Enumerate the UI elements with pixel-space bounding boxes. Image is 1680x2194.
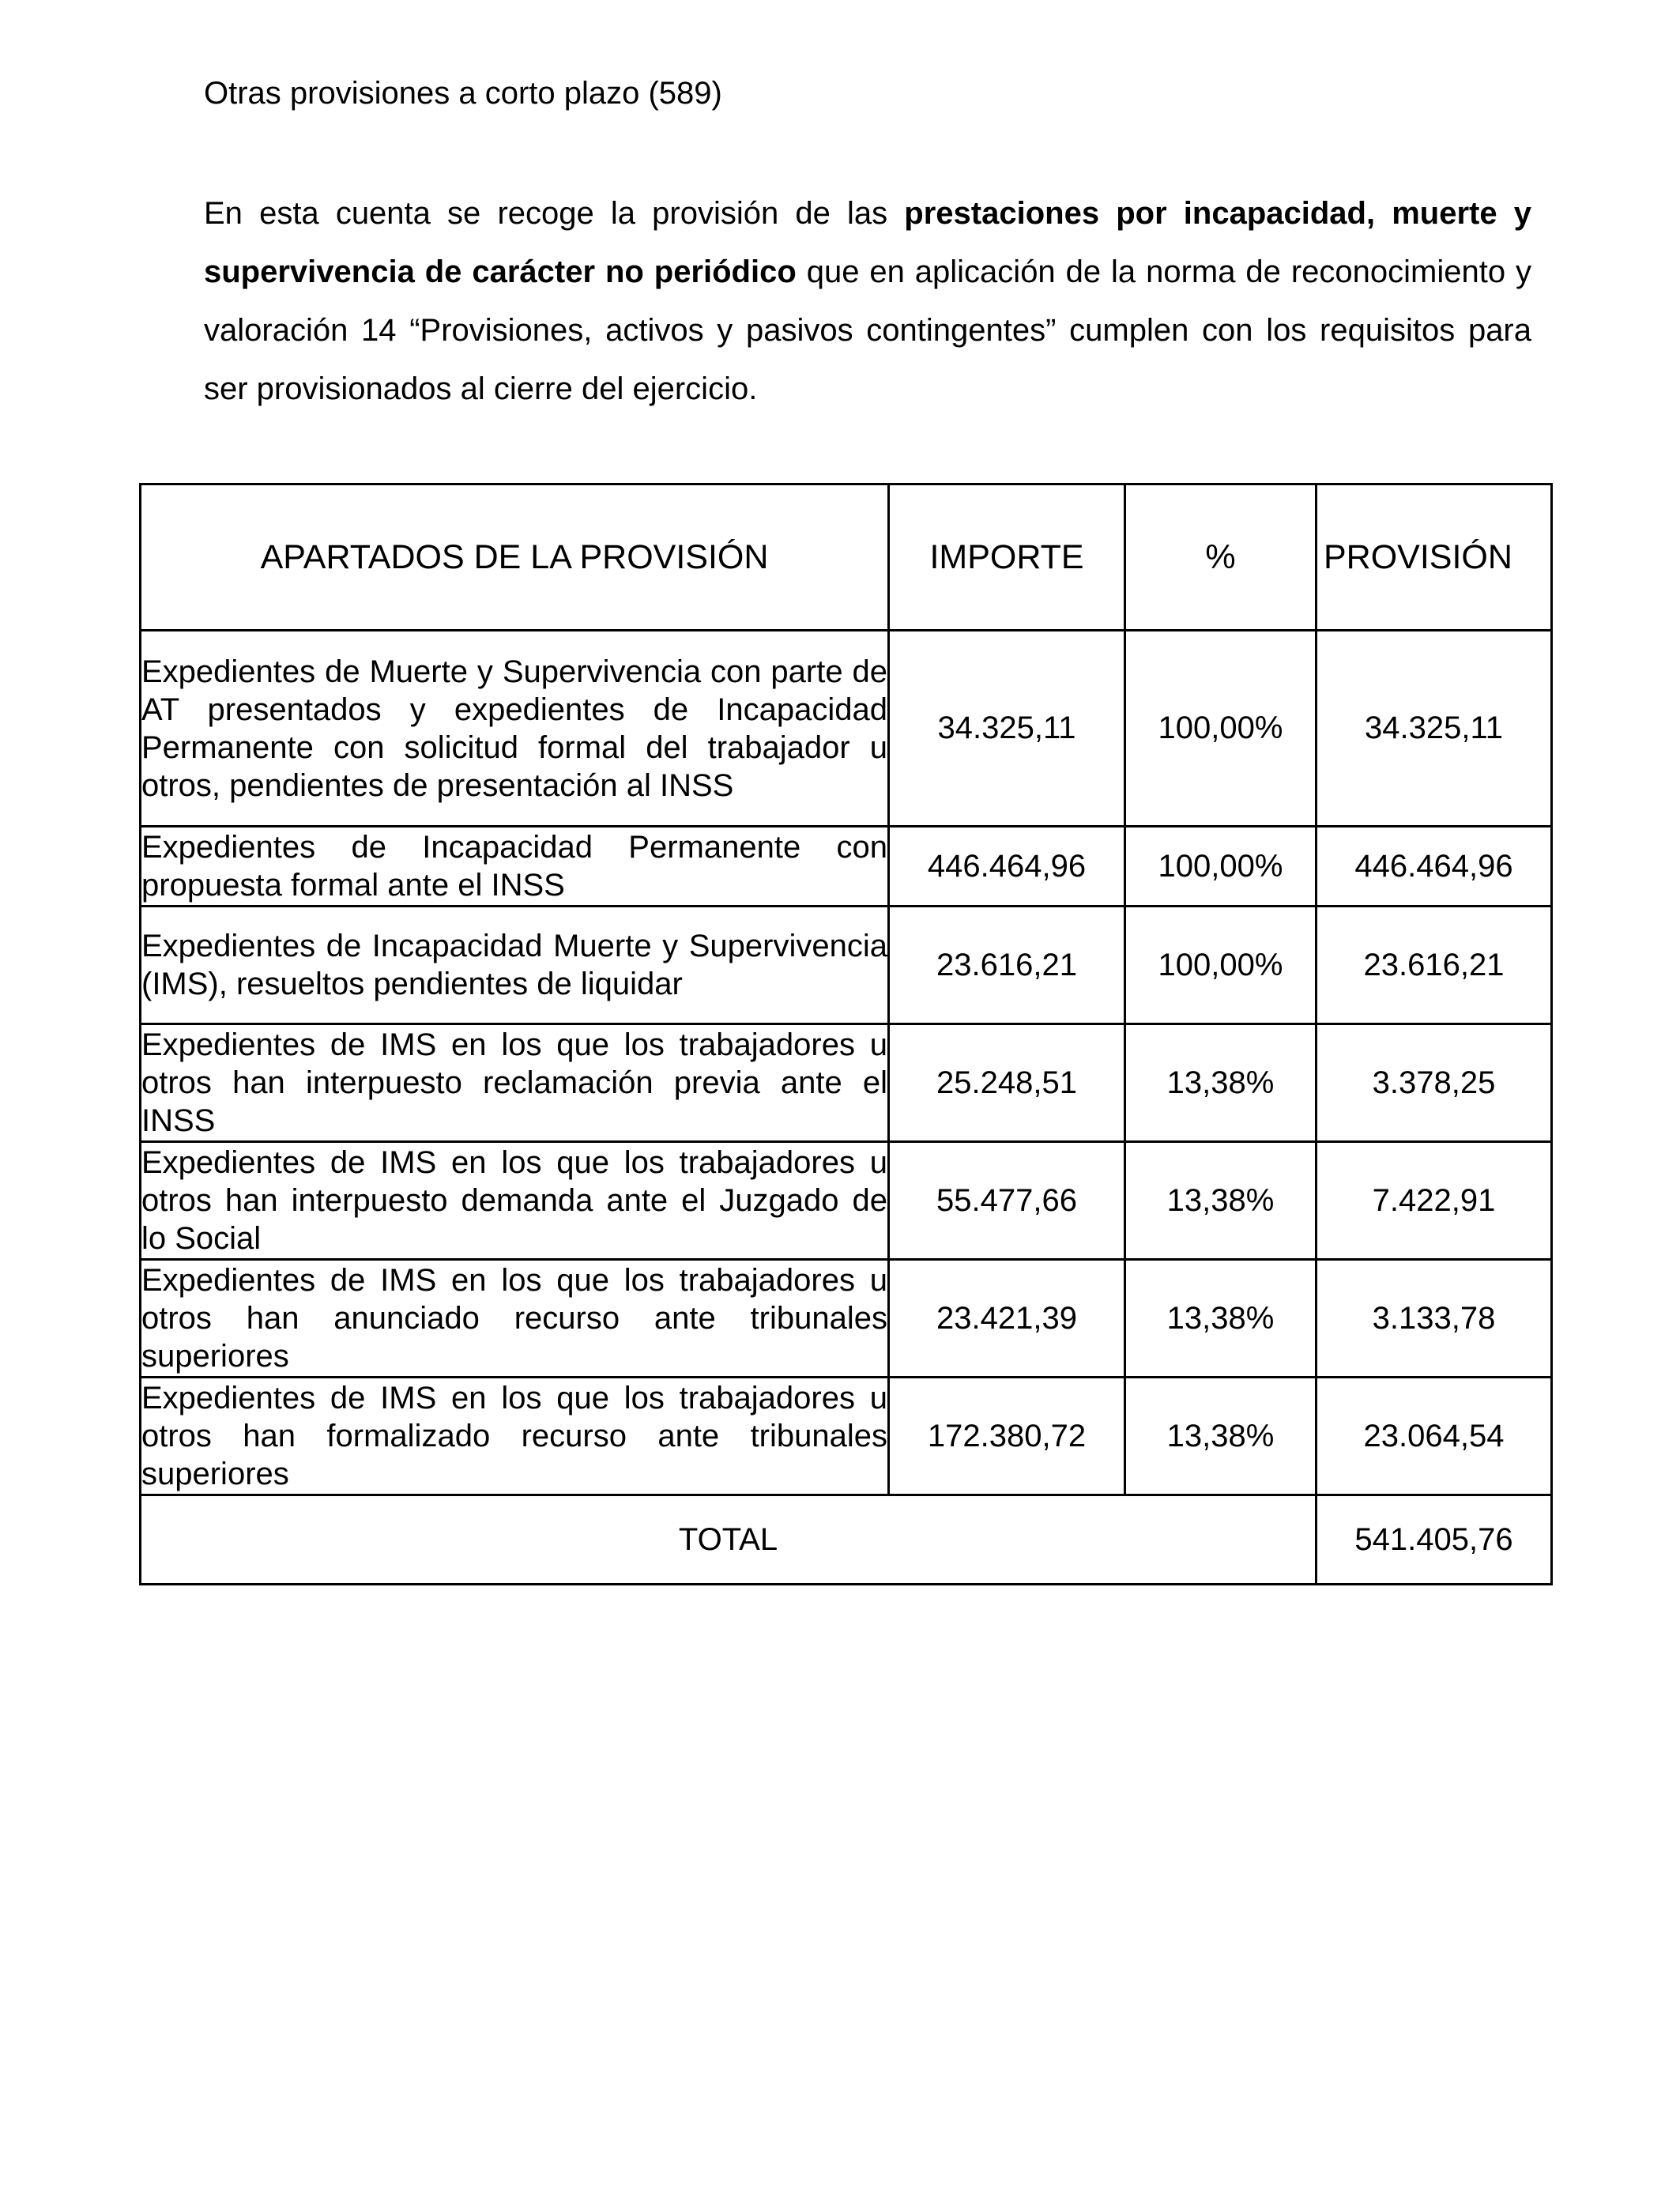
table-body <box>141 631 1552 1585</box>
table-row <box>141 1260 1552 1378</box>
total-value: 541.405,76 <box>1317 1495 1552 1585</box>
row-percent: 13,38% <box>1125 1024 1317 1142</box>
row-importe: 23.616,21 <box>889 907 1125 1024</box>
row-provision: 446.464,96 <box>1317 827 1552 907</box>
table-row <box>141 1142 1552 1260</box>
header-importe: IMPORTE <box>889 484 1125 631</box>
row-provision: 3.378,25 <box>1317 1024 1552 1142</box>
table-header <box>141 484 1552 631</box>
row-importe: 25.248,51 <box>889 1024 1125 1142</box>
row-importe: 172.380,72 <box>889 1378 1125 1495</box>
row-provision: 3.133,78 <box>1317 1260 1552 1378</box>
row-description: Expedientes de IMS en los que los trabajadores u otros han anunciado recurso ante tribunales superiores <box>141 1260 889 1378</box>
total-label: TOTAL <box>141 1495 1317 1585</box>
row-description: Expedientes de Incapacidad Muerte y Supervivencia (IMS), resueltos pendientes de liquidar <box>141 907 889 1024</box>
row-percent: 13,38% <box>1125 1260 1317 1378</box>
total-row <box>141 1495 1552 1585</box>
table-row <box>141 1378 1552 1495</box>
table-row <box>141 827 1552 907</box>
row-importe: 55.477,66 <box>889 1142 1125 1260</box>
table-row <box>141 907 1552 1024</box>
table-row <box>141 631 1552 827</box>
header-percent: % <box>1125 484 1317 631</box>
row-provision: 23.064,54 <box>1317 1378 1552 1495</box>
intro-text-bold: prestaciones por incapacidad, muerte y supervivencia de carácter no periódico <box>204 196 1532 289</box>
header-apartados: APARTADOS DE LA PROVISIÓN <box>141 484 889 631</box>
row-importe: 23.421,39 <box>889 1260 1125 1378</box>
row-percent: 100,00% <box>1125 907 1317 1024</box>
row-percent: 13,38% <box>1125 1142 1317 1260</box>
row-description: Expedientes de IMS en los que los trabajadores u otros han formalizado recurso ante tribunales superiores <box>141 1378 889 1495</box>
table-row <box>141 1024 1552 1142</box>
row-percent: 13,38% <box>1125 1378 1317 1495</box>
row-provision: 23.616,21 <box>1317 907 1552 1024</box>
provisions-table <box>139 483 1553 1585</box>
row-percent: 100,00% <box>1125 631 1317 827</box>
row-importe: 446.464,96 <box>889 827 1125 907</box>
row-description: Expedientes de Muerte y Supervivencia con parte de AT presentados y expedientes de Incapacidad Permanente con solicitud formal del trabajador u otros, pendientes de presentación al INSS <box>141 631 889 827</box>
row-percent: 100,00% <box>1125 827 1317 907</box>
header-row <box>141 484 1552 631</box>
row-provision: 7.422,91 <box>1317 1142 1552 1260</box>
intro-text-part1: En esta cuenta se recoge la provisión de las <box>204 196 905 231</box>
row-description: Expedientes de Incapacidad Permanente con propuesta formal ante el INSS <box>141 827 889 907</box>
intro-text-part2: que en aplicación de la norma de reconocimiento y valoración 14 “Provisiones, activos y pasivos contingentes” cumplen con los requisitos para ser provisionados al cierre del ejercicio. <box>204 254 1531 406</box>
row-importe: 34.325,11 <box>889 631 1125 827</box>
row-description: Expedientes de IMS en los que los trabajadores u otros han interpuesto reclamación previa ante el INSS <box>141 1024 889 1142</box>
header-provision: PROVISIÓN <box>1317 484 1552 631</box>
row-description: Expedientes de IMS en los que los trabajadores u otros han interpuesto demanda ante el Juzgado de lo Social <box>141 1142 889 1260</box>
intro-paragraph <box>204 184 1531 418</box>
section-heading: Otras provisiones a corto plazo (589) <box>204 76 722 111</box>
row-provision: 34.325,11 <box>1317 631 1552 827</box>
